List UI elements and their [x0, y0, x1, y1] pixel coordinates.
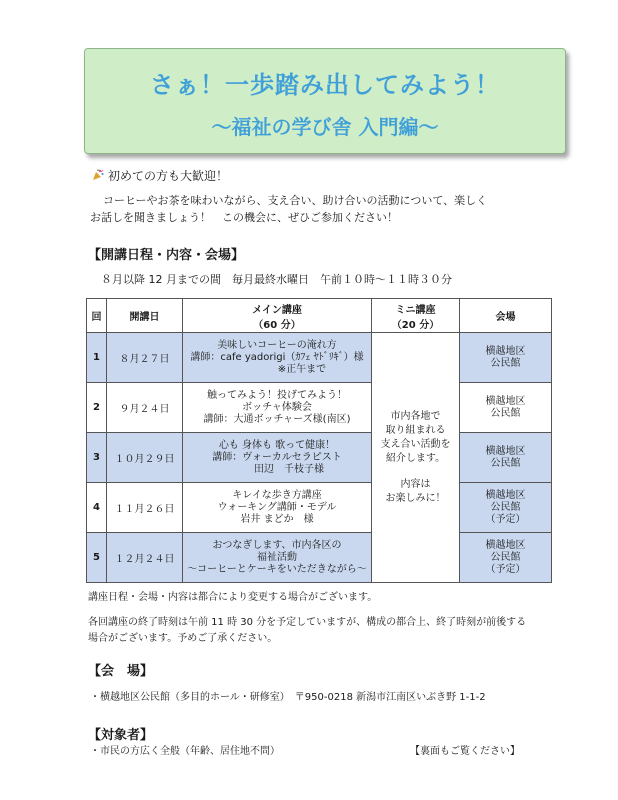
row-number: 1 [87, 333, 107, 383]
venue-line: （予定） [485, 513, 526, 525]
table-row [87, 533, 552, 583]
main-line: 岩井 まどか 様 [240, 513, 314, 525]
row-main-lecture [183, 383, 372, 433]
venue-line: 公民館 [490, 407, 521, 419]
venue-line: 公民館 [490, 457, 521, 469]
row-date: １２月２４日 [107, 533, 183, 583]
main-line: 心も 身体も 歌って健康！ [218, 439, 336, 451]
main-line: ウォーキング講師・モデル [217, 501, 337, 513]
header-main-line2: （60 分） [253, 319, 301, 331]
header-number: 回 [87, 299, 107, 333]
venue-line: 公民館 [490, 357, 521, 369]
mini-line: 取り組まれる [385, 424, 446, 436]
page-subtitle: ～福祉の学び舎 入門編～ [211, 115, 439, 139]
table-header-row [87, 299, 552, 333]
mini-line: 内容は [400, 478, 431, 490]
venue-detail: ・横越地区公民館（多目的ホール・研修室） 〒950-0218 新潟市江南区いぶき野 1-1-2 [90, 692, 486, 703]
row-number: 3 [87, 433, 107, 483]
main-line: 触ってみよう！投げてみよう！ [207, 389, 347, 401]
mini-lecture-cell [372, 333, 460, 583]
row-date: ８月２７日 [107, 333, 183, 383]
row-date: １１月２６日 [107, 483, 183, 533]
welcome-line [92, 168, 228, 184]
row-main-lecture [183, 533, 372, 583]
row-number: 2 [87, 383, 107, 433]
header-main-lecture [183, 299, 372, 333]
row-number: 5 [87, 533, 107, 583]
table-row [87, 383, 552, 433]
row-date: １０月２９日 [107, 433, 183, 483]
main-line: ボッチャ体験会 [242, 401, 312, 413]
row-main-lecture [183, 333, 372, 383]
venue-line: 横越地区 [485, 395, 526, 407]
header-date: 開講日 [107, 299, 183, 333]
header-mini-lecture [372, 299, 460, 333]
row-venue [460, 433, 552, 483]
row-venue [460, 383, 552, 433]
venue-line: 横越地区 [485, 345, 526, 357]
header-main-line1: メイン講座 [252, 304, 302, 316]
venue-line: 公民館 [490, 501, 521, 513]
main-line: 講師：ヴォーカルセラピスト [212, 451, 342, 463]
main-line: キレイな歩き方講座 [232, 489, 322, 501]
main-line: ～コーヒーとケーキをいただきながら～ [187, 563, 367, 575]
schedule-heading: 【開講日程・内容・会場】 [88, 248, 245, 263]
mini-line: 市内各地で [390, 410, 441, 422]
main-line: おつなぎします、市内各区の [212, 539, 342, 551]
row-venue [460, 533, 552, 583]
mini-line: 紹介します。 [385, 452, 446, 464]
note-change: 講座日程・会場・内容は都合により変更する場合がございます。 [88, 592, 378, 603]
intro-line-2: お話しを聞きましょう！ この機会に、ぜひご参加ください！ [90, 211, 398, 224]
main-line: ※正午まで [277, 363, 327, 375]
welcome-text: 初めての方も大歓迎！ [108, 169, 229, 183]
main-line: 福祉活動 [257, 551, 297, 563]
venue-line: （予定） [485, 563, 526, 575]
main-line: 田辺 千枝子様 [254, 463, 324, 475]
note-end-line-1: 各回講座の終了時刻は午前 11 時 30 分を予定していますが、構成の都合上、終了時刻が前後する [88, 617, 527, 628]
venue-line: 公民館 [490, 551, 521, 563]
target-heading: 【対象者】 [88, 728, 154, 743]
party-popper-icon [92, 169, 104, 181]
intro-line-1: コーヒーやお茶を味わいながら、支え合い、助け合いの活動について、楽しく [103, 194, 488, 207]
mini-line: 支え合い活動を [380, 438, 451, 450]
row-date: ９月２４日 [107, 383, 183, 433]
back-notice: 【裏面もご覧ください】 [410, 746, 520, 757]
row-main-lecture [183, 433, 372, 483]
row-main-lecture [183, 483, 372, 533]
venue-line: 横越地区 [485, 489, 526, 501]
page-title: さぁ！一歩踏み出してみよう！ [150, 71, 500, 99]
mini-line: お楽しみに！ [385, 492, 446, 504]
venue-line: 横越地区 [485, 539, 526, 551]
table-row [87, 433, 552, 483]
main-line: 講師：cafe yadorigi（ｶﾌｪ ﾔﾄﾞﾘｷﾞ）様 [190, 351, 364, 363]
main-line: 美味しいコーヒーの淹れ方 [217, 339, 337, 351]
table-row [87, 483, 552, 533]
row-venue [460, 333, 552, 383]
main-line: 講師：大通ボッチャーズ様(南区) [203, 413, 351, 425]
target-detail: ・市民の方広く全般（年齢、居住地不問） [90, 746, 280, 757]
note-end-line-2: 場合がございます。予めご了承ください。 [88, 633, 278, 644]
header-mini-line2: （20 分） [391, 319, 440, 331]
venue-heading: 【会 場】 [88, 664, 154, 679]
header-venue: 会場 [460, 299, 552, 333]
row-number: 4 [87, 483, 107, 533]
table-row [87, 333, 552, 383]
row-venue [460, 483, 552, 533]
title-banner [84, 48, 566, 154]
schedule-summary: ８月以降 12 月までの間 毎月最終水曜日 午前１０時～１１時３０分 [101, 273, 452, 286]
venue-line: 横越地区 [485, 445, 526, 457]
schedule-table [86, 298, 552, 583]
header-mini-line1: ミニ講座 [395, 304, 436, 316]
